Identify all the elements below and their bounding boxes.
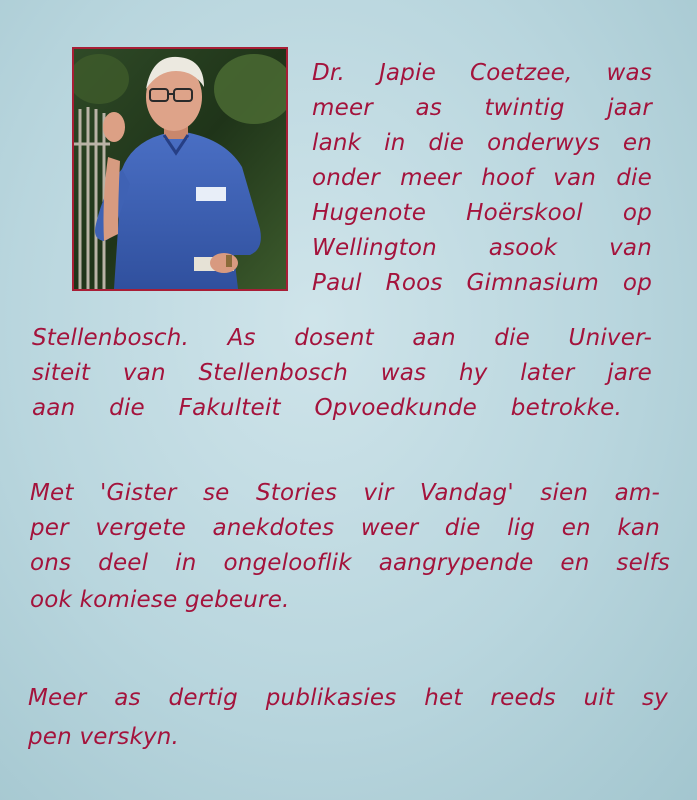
publications-line: pen verskyn. (28, 724, 180, 750)
bio-line: Wellington asook van (312, 235, 652, 261)
bio-line: Paul Roos Gimnasium op (312, 270, 652, 296)
portrait-photo-icon (74, 49, 286, 289)
bio-line: Stellenbosch. As dosent aan die Univer- (32, 325, 652, 351)
author-photo (72, 47, 288, 291)
bio-line: lank in die onderwys en (312, 130, 652, 156)
book-description-line: ons deel in ongelooflik aangrypende en selfs (30, 550, 670, 576)
publications-line: Meer as dertig publikasies het reeds uit sy (28, 685, 668, 711)
book-description-line: per vergete anekdotes weer die lig en kan (30, 515, 660, 541)
book-description-line: ook komiese gebeure. (30, 587, 290, 613)
bio-line: onder meer hoof van die (312, 165, 652, 191)
bio-line: Dr. Japie Coetzee, was (312, 60, 652, 86)
bio-line: siteit van Stellenbosch was hy later jare (32, 360, 652, 386)
bio-line: Hugenote Hoërskool op (312, 200, 652, 226)
bio-line: meer as twintig jaar (312, 95, 652, 121)
book-description-line: Met 'Gister se Stories vir Vandag' sien am- (30, 480, 660, 506)
bio-line: aan die Fakulteit Opvoedkunde betrokke. (32, 395, 622, 421)
